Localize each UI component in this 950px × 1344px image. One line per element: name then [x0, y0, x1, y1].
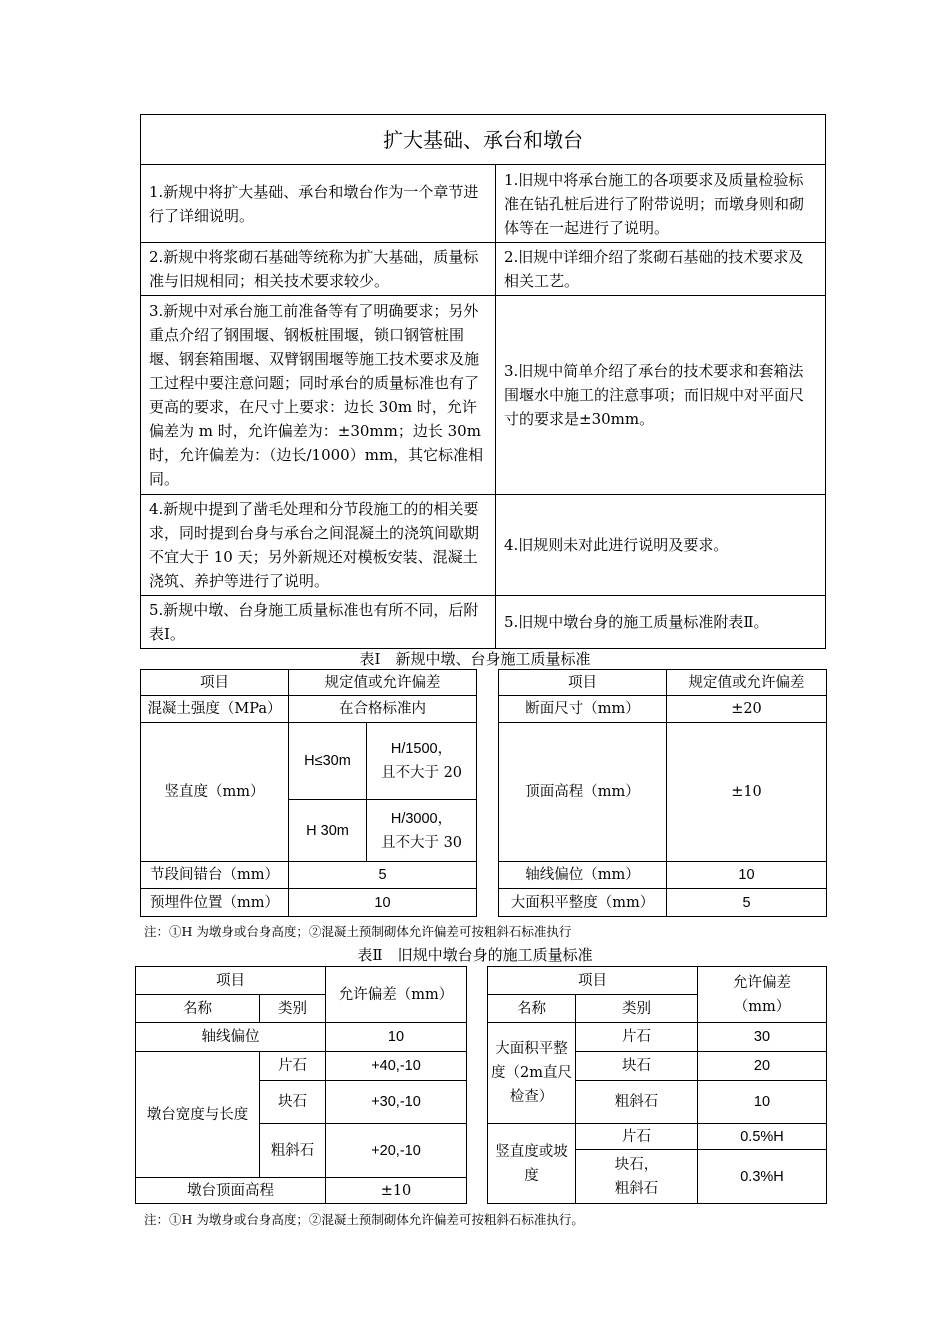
t1-top-value: ±10 — [667, 723, 827, 862]
t1-step-value: 5 — [289, 862, 477, 889]
t2r-flat-value3: 10 — [698, 1081, 827, 1124]
t2r-vert-type2a: 块石， — [614, 1156, 659, 1173]
t2r-vert-type2b: 粗斜石 — [614, 1180, 659, 1197]
table2-note: 注：①H 为墩身或台身高度；②混凝土预制砌体允许偏差可按粗斜石标准执行。 — [144, 1212, 584, 1227]
t2l-width-type1: 片石 — [260, 1052, 326, 1081]
t1-vertical-val2a: H/3000， — [390, 810, 453, 827]
new-rule-3: 3.新规中对承台施工前准备等有了明确要求；另外重点介绍了钢围堰、钢板桩围堰，锁口钢管桩围堰、钢套箱围堰、双臂钢围堰等施工技术要求及施工过程中要注意问题；同时承台的质量标准也有了更高的要求，在尺寸上要求：边长 30m 时，允许偏差为 m 时，允许偏差为：±30mm；边长 30m 时，允许偏差为：（边长/1000）mm，其它标准相同。 — [141, 296, 496, 495]
t2r-vert-name: 竖直度或坡度 — [488, 1124, 576, 1204]
t1-strength-name: 混凝土强度（MPa） — [141, 696, 289, 723]
t1-embed-name: 预埋件位置（mm） — [141, 889, 289, 917]
t2l-axis-value: 10 — [326, 1023, 467, 1052]
t2l-width-name: 墩台宽度与长度 — [136, 1052, 260, 1178]
t1-header-item-right: 项目 — [499, 670, 667, 696]
t1-axis-name: 轴线偏位（mm） — [499, 862, 667, 889]
t1-vertical-val2b: 且不大于 30 — [380, 834, 463, 851]
table2-right — [487, 966, 827, 1204]
t2r-vert-type1: 片石 — [576, 1124, 698, 1150]
new-rule-5: 5.新规中墩、台身施工质量标准也有所不同，后附表Ⅰ。 — [141, 596, 496, 649]
t2l-width-value3: +20,-10 — [326, 1124, 467, 1178]
t2r-header-type: 类别 — [576, 995, 698, 1023]
table1 — [140, 669, 827, 917]
t2l-header-type: 类别 — [260, 995, 326, 1023]
t2r-header-name: 名称 — [488, 995, 576, 1023]
t1-section-name: 断面尺寸（mm） — [499, 696, 667, 723]
t2l-width-value2: +30,-10 — [326, 1081, 467, 1124]
t2l-axis-name: 轴线偏位 — [136, 1023, 326, 1052]
t2r-flat-type2: 块石 — [576, 1052, 698, 1081]
t1-vertical-val1a: H/1500， — [390, 741, 453, 757]
t1-flat-name: 大面积平整度（mm） — [499, 889, 667, 917]
t2l-header-item: 项目 — [136, 967, 326, 995]
t1-header-item-left: 项目 — [141, 670, 289, 696]
t1-step-name: 节段间错台（mm） — [141, 862, 289, 889]
t2l-header-tol: 允许偏差（mm） — [326, 967, 467, 1023]
t2r-flat-value1: 30 — [698, 1023, 827, 1052]
t2l-width-value1: +40,-10 — [326, 1052, 467, 1081]
t2r-vert-value1: 0.5%H — [698, 1124, 827, 1150]
table1-note: 注：①H 为墩身或台身高度；②混凝土预制砌体允许偏差可按粗斜石标准执行 — [144, 924, 572, 939]
old-rule-5: 5.旧规中墩台身的施工质量标准附表Ⅱ。 — [496, 596, 826, 649]
t1-vertical-val1b: 且不大于 20 — [380, 765, 463, 781]
section-title: 扩大基础、承台和墩台 — [141, 115, 826, 165]
t1-vertical-name: 竖直度（mm） — [141, 723, 289, 862]
t2r-header-tol-b: （mm） — [733, 998, 791, 1015]
table1-caption: 表Ⅰ 新规中墩、台身施工质量标准 — [359, 650, 591, 668]
old-rule-4: 4.旧规则未对此进行说明及要求。 — [496, 495, 826, 596]
t1-header-value-left: 规定值或允许偏差 — [289, 670, 477, 696]
new-rule-4: 4.新规中提到了凿毛处理和分节段施工的的相关要求，同时提到台身与承台之间混凝土的浇筑间歇期不宜大于 10 天；另外新规还对模板安装、混凝土浇筑、养护等进行了说明。 — [141, 495, 496, 596]
t2l-top-value: ±10 — [326, 1178, 467, 1204]
new-rule-1: 1.新规中将扩大基础、承台和墩台作为一个章节进行了详细说明。 — [141, 165, 496, 243]
t1-section-value: ±20 — [667, 696, 827, 723]
t2l-width-type3: 粗斜石 — [260, 1124, 326, 1178]
t2r-flat-type3: 粗斜石 — [576, 1081, 698, 1124]
t1-axis-value: 10 — [667, 862, 827, 889]
t1-header-value-right: 规定值或允许偏差 — [667, 670, 827, 696]
t1-top-name: 顶面高程（mm） — [499, 723, 667, 862]
t1-vertical-cond2: H 30m — [289, 800, 367, 862]
t2l-top-name: 墩台顶面高程 — [136, 1178, 326, 1204]
old-rule-3: 3.旧规中简单介绍了承台的技术要求和套箱法围堰水中施工的注意事项；而旧规中对平面尺寸的要求是±30mm。 — [496, 296, 826, 495]
old-rule-1: 1.旧规中将承台施工的各项要求及质量检验标准在钻孔桩后进行了附带说明；而墩身则和砌体等在一起进行了说明。 — [496, 165, 826, 243]
old-rule-2: 2.旧规中详细介绍了浆砌石基础的技术要求及相关工艺。 — [496, 243, 826, 296]
t1-gap — [477, 670, 499, 917]
t2r-header-item: 项目 — [488, 967, 698, 995]
t1-embed-value: 10 — [289, 889, 477, 917]
new-rule-2: 2.新规中将浆砌石基础等统称为扩大基础，质量标准与旧规相同；相关技术要求较少。 — [141, 243, 496, 296]
t2r-vert-value2: 0.3%H — [698, 1150, 827, 1204]
t2l-header-name: 名称 — [136, 995, 260, 1023]
t2r-flat-value2: 20 — [698, 1052, 827, 1081]
t2l-width-type2: 块石 — [260, 1081, 326, 1124]
table2-left — [135, 966, 467, 1204]
table2-caption: 表Ⅱ 旧规中墩台身的施工质量标准 — [357, 946, 593, 964]
t1-strength-value: 在合格标准内 — [289, 696, 477, 723]
t1-vertical-cond1: H≤30m — [289, 723, 367, 800]
t2r-header-tol-a: 允许偏差 — [733, 974, 791, 991]
comparison-table — [140, 114, 826, 649]
t1-flat-value: 5 — [667, 889, 827, 917]
t2r-flat-type1: 片石 — [576, 1023, 698, 1052]
t2r-flat-name: 大面积平整度（2m直尺检查） — [488, 1023, 576, 1124]
